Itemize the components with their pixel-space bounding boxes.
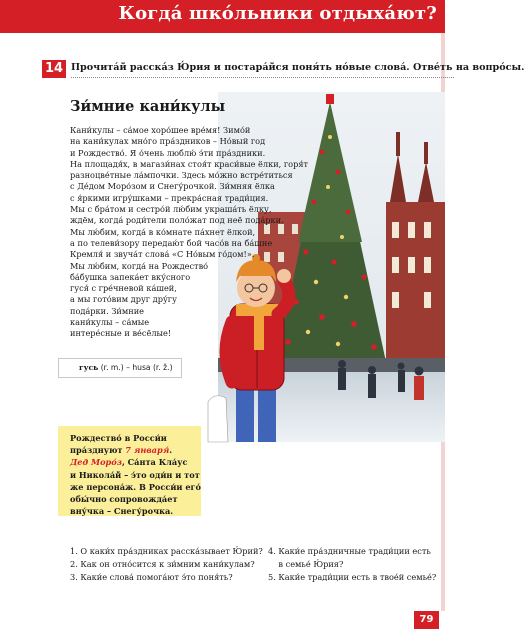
- header-bar: [0, 0, 445, 33]
- story-line: с я́ркими игру́шками – прекра́сная тради́ция.: [70, 192, 269, 203]
- story-line: Мы лю́бим, когда́ в ко́мнате па́хнет ёлкой,: [70, 226, 256, 237]
- story-line: интере́сные и ве́сёлые!: [70, 328, 172, 339]
- story-line: а мы гото́вим друг дру́гу: [70, 294, 177, 305]
- culture-note-box: [58, 426, 201, 516]
- gloss-word: гусь: [79, 363, 99, 372]
- note-line: и Никола́й – э́то оди́н и тот: [70, 469, 200, 480]
- story-line: На площадя́х, в магази́нах стоя́т краси́вые ёлки, горя́т: [70, 158, 309, 169]
- question-item: 5. Каки́е тради́ции есть в твое́й семье́?: [268, 572, 437, 582]
- note-line: обы́чно сопровожда́ет: [70, 494, 178, 505]
- note-highlight-name: Дед Моро́з: [70, 457, 122, 468]
- questions-right-column: [268, 545, 436, 584]
- note-text: , Са́нта Кла́ус: [121, 457, 188, 468]
- story-line: и Рождество́. Я о́чень люблю́ э́ти пра́здники.: [70, 147, 266, 158]
- story-line: Мы лю́бим, когда́ на Рождество́: [70, 260, 209, 271]
- story-line: ждём, когда́ роди́тели поло́жат под неё пода́рки.: [70, 215, 284, 226]
- note-line: [70, 456, 197, 468]
- note-text: пра́зднуют: [70, 445, 126, 456]
- story-text: [70, 125, 308, 340]
- gloss-translation: (r. m.) – husa (r. ž.): [98, 363, 173, 372]
- note-text: .: [169, 445, 173, 456]
- note-line: вну́чка – Снегу́рочка.: [70, 506, 174, 517]
- questions-left-column: [70, 545, 263, 584]
- story-line: разноцве́тные ла́мпочки. Здесь мо́жно встре́титься: [70, 170, 293, 181]
- task-text: Прочита́й расска́з Ю́рия и постара́йся поня́ть но́вые слова́. Отве́ть на вопро́сы.: [71, 62, 524, 73]
- story-line: Мы с бра́том и сестро́й лю́бим украша́ть ёлку,: [70, 204, 272, 215]
- story-line: гуся́ с гре́чневой ка́шей,: [70, 283, 177, 294]
- story-line: с Де́дом Моро́зом и Снегу́рочкой. Зи́мняя ёлка: [70, 181, 275, 192]
- question-item: 1. О каки́х пра́здниках расска́зывает Ю́рий?: [70, 546, 263, 556]
- task-instruction: [42, 60, 524, 78]
- story-line: ба́бушка запека́ет вку́сного: [70, 271, 191, 282]
- story-line: кани́кулы – са́мые: [70, 317, 150, 328]
- note-line: [70, 444, 197, 456]
- story-line: Кани́кулы – са́мое хоро́шее вре́мя! Зимо́й: [70, 125, 251, 135]
- task-dotted-rule: [71, 77, 454, 78]
- note-highlight-date: 7 января́: [125, 445, 170, 456]
- story-line: Кремля́ и звуча́т слова́ «С Но́вым го́дом!».: [70, 249, 255, 260]
- note-line: Рождество́ в Росси́и: [70, 433, 167, 443]
- question-item: 3. Каки́е слова́ помога́ют э́то поня́ть?: [70, 572, 233, 582]
- page-number: 79: [414, 611, 439, 629]
- question-item: 4. Каки́е пра́здничные тради́ции есть: [268, 546, 431, 556]
- page-header-title: Когда́ шко́льники отдыха́ют?: [118, 3, 437, 24]
- story-line: на кани́кулах мно́го пра́здников – Но́вый год: [70, 136, 266, 147]
- note-line: же персона́ж. В Росси́и его́: [70, 481, 202, 492]
- story-line: пода́рки. Зи́мние: [70, 305, 145, 316]
- question-item: 2. Как он отно́сится к зи́мним кани́кулам?: [70, 559, 255, 569]
- task-number-badge: 14: [42, 60, 66, 78]
- question-item: в семье́ Ю́рия?: [268, 559, 344, 569]
- vocabulary-gloss-box: [58, 358, 182, 378]
- story-line: а по телеви́зору передаю́т бой часо́в на ба́шне: [70, 237, 273, 248]
- story-title: Зи́мние кани́кулы: [70, 98, 226, 115]
